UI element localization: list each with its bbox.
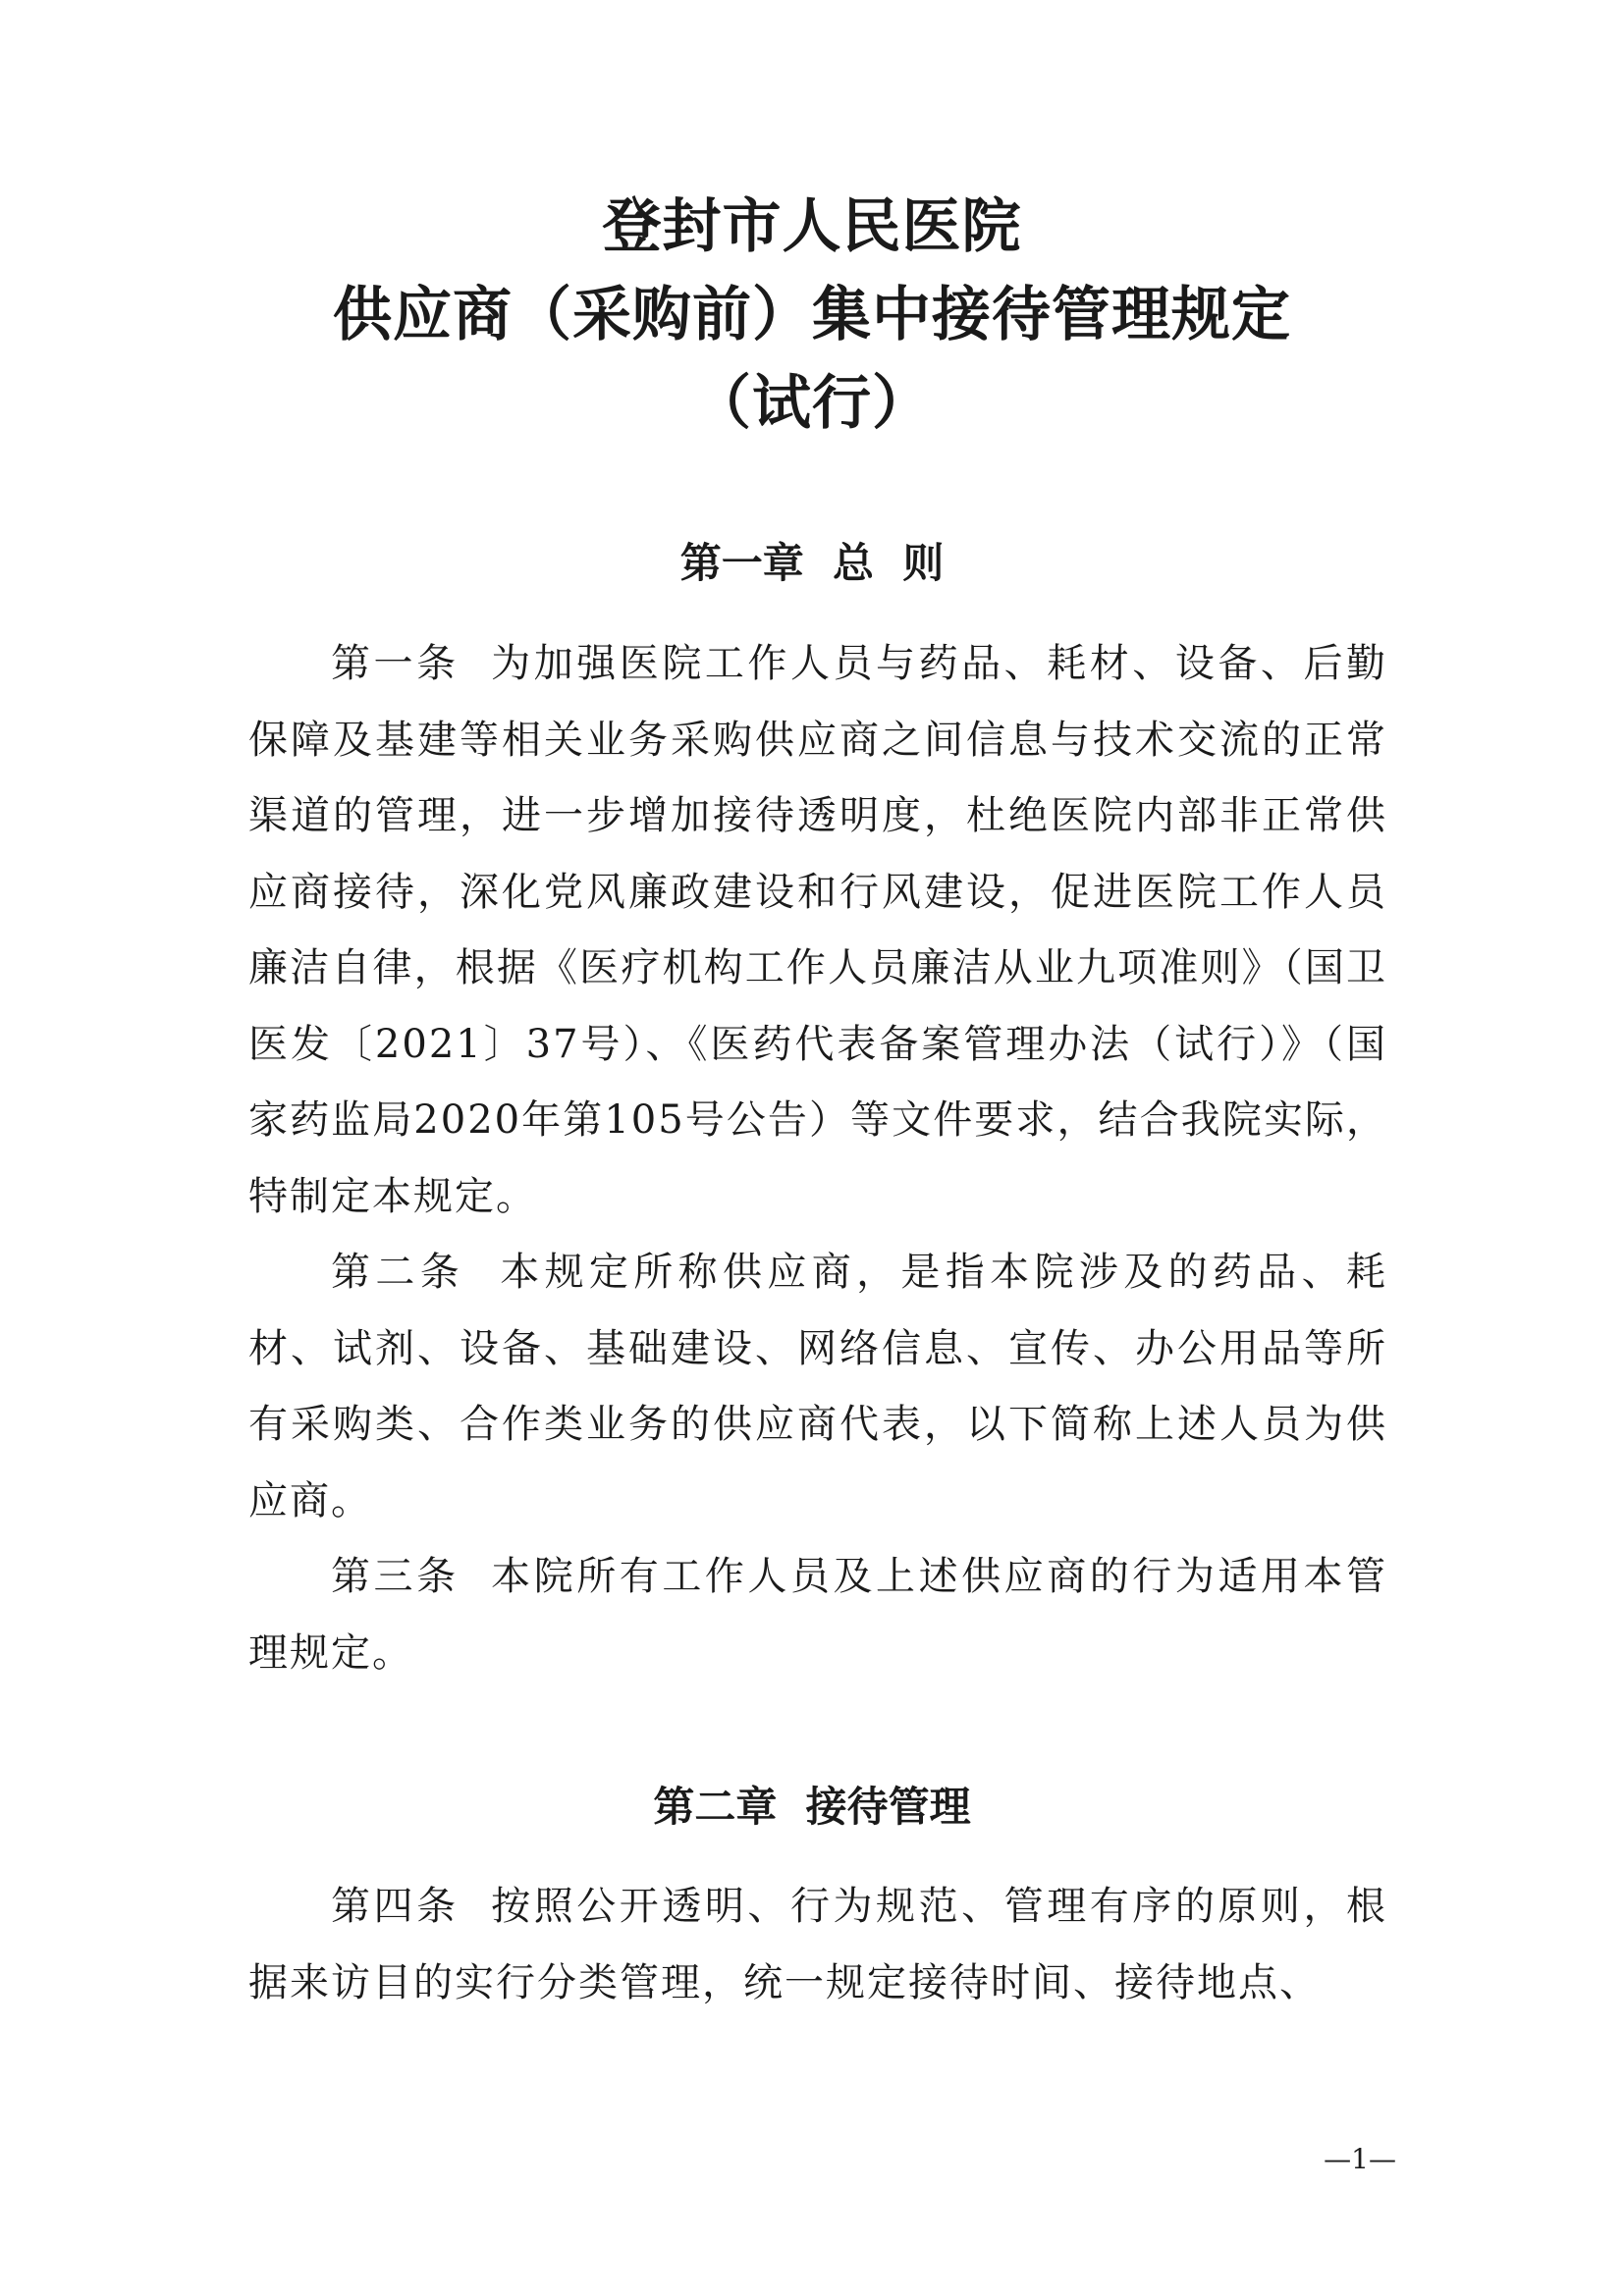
document-title: [0, 183, 1624, 448]
title-line-regulation: 供应商（采购前）集中接待管理规定: [333, 281, 1291, 349]
article-text: 按照公开透明、行为规范、管理有序的原则，根据来访目的实行分类管理，统一规定接待时间、接待地点、: [248, 1884, 1388, 2005]
chapter-1-heading: 第一章 总 则: [679, 539, 945, 587]
chapter-2-heading: 第二章 接待管理: [653, 1783, 971, 1831]
article-text: 为加强医院工作人员与药品、耗材、设备、后勤保障及基建等相关业务采购供应商之间信息与技术交流的正常渠道的管理，进一步增加接待透明度，杜绝医院内部非正常供应商接待，深化党风廉政建设和行风建设，促进医院工作人员廉洁自律，根据《医疗机构工作人员廉洁从业九项准则》（国卫医发〔2021〕37号）、《医药代表备案管理办法（试行）》（国家药监局2020年第105号公告）等文件要求，结合我院实际，特制定本规定。: [248, 641, 1388, 1219]
article-text: 本规定所称供应商，是指本院涉及的药品、耗材、试剂、设备、基础建设、网络信息、宣传、办公用品等所有采购类、合作类业务的供应商代表，以下简称上述人员为供应商。: [248, 1250, 1387, 1523]
article-4: [248, 1869, 1387, 2021]
article-label: 第四条: [331, 1884, 492, 1929]
chapter-1-body: [248, 626, 1387, 1691]
article-text: 本院所有工作人员及上述供应商的行为适用本管理规定。: [248, 1554, 1388, 1676]
title-line-hospital: 登封市人民医院: [602, 192, 1022, 261]
article-2: [248, 1235, 1387, 1539]
page-number: —1—: [1324, 2143, 1396, 2175]
article-label: 第一条: [331, 641, 492, 686]
title-line-trial: （试行）: [692, 369, 932, 438]
chapter-2-body: [248, 1869, 1387, 2021]
article-3: [248, 1539, 1387, 1691]
article-1: [248, 626, 1387, 1235]
article-label: 第三条: [331, 1554, 492, 1599]
article-label: 第二条: [331, 1250, 501, 1295]
